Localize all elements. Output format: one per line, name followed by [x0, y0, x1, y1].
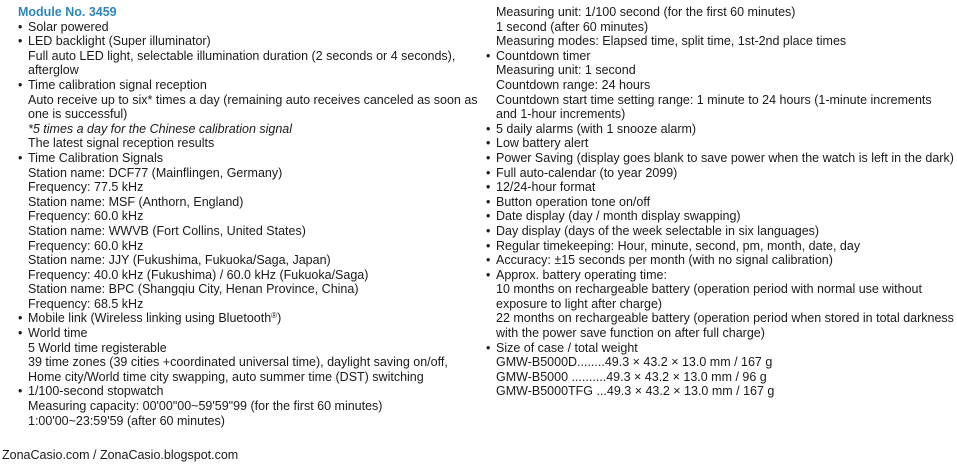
spec-line-text: Station name: WWVB (Fort Collins, United States)	[28, 223, 306, 238]
spec-line-text: Accuracy: ±15 seconds per month (with no signal calibration)	[496, 253, 833, 268]
spec-detail-line	[18, 253, 480, 268]
spec-line-tail: )	[277, 311, 282, 326]
spec-bullet-item	[486, 253, 952, 268]
spec-bullet-item	[18, 151, 480, 166]
spec-list-left	[18, 20, 480, 429]
spec-line-text: World time	[28, 326, 88, 341]
source-footer: ZonaCasio.com / ZonaCasio.blogspot.com	[2, 448, 239, 462]
spec-line-text: Countdown range: 24 hours	[496, 77, 651, 92]
spec-line-text: Solar powered	[28, 19, 109, 34]
spec-line-text: Date display (day / month display swapping)	[496, 209, 741, 224]
spec-line-text: Frequency: 40.0 kHz (Fukushima) / 60.0 kHz (Fukuoka/Saga)	[28, 267, 369, 282]
spec-detail-line	[18, 93, 480, 108]
spec-bullet-item	[486, 341, 952, 356]
spec-line-text: Auto receive up to six* times a day (remaining auto receives canceled as soon as	[28, 92, 478, 107]
spec-line-text: 1:00'00~23:59'59 (after 60 minutes)	[28, 413, 225, 428]
spec-line-text: Station name: DCF77 (Mainflingen, Germany)	[28, 165, 283, 180]
spec-detail-line	[486, 297, 952, 312]
spec-line-text: Low battery alert	[496, 136, 589, 151]
spec-bullet-item	[486, 166, 952, 181]
spec-line-text: Time calibration signal reception	[28, 77, 207, 92]
spec-line-text: Frequency: 77.5 kHz	[28, 180, 144, 195]
spec-line-text: Station name: MSF (Anthorn, England)	[28, 194, 244, 209]
spec-line-text: Power Saving (display goes blank to save power when the watch is left in the dark)	[496, 150, 954, 165]
spec-detail-line	[18, 195, 480, 210]
spec-line-text: 12/24-hour format	[496, 180, 596, 195]
spec-line-text: Measuring unit: 1/100 second (for the first 60 minutes)	[496, 5, 796, 19]
spec-line-text: afterglow	[28, 63, 79, 78]
spec-line-text: Frequency: 60.0 kHz	[28, 238, 144, 253]
spec-detail-line	[486, 20, 952, 35]
spec-detail-line	[486, 78, 952, 93]
spec-detail-line	[18, 399, 480, 414]
spec-detail-line	[486, 34, 952, 49]
spec-bullet-item	[18, 384, 480, 399]
spec-line-text: GMW-B5000TFG ...49.3 × 43.2 × 13.0 mm / 167 g	[496, 384, 775, 399]
spec-line-text: The latest signal reception results	[28, 136, 215, 151]
spec-line-text: Station name: JJY (Fukushima, Fukuoka/Saga, Japan)	[28, 253, 331, 268]
spec-column-right	[486, 5, 952, 399]
spec-detail-line	[18, 180, 480, 195]
spec-bullet-item	[18, 78, 480, 93]
spec-line-text: 5 daily alarms (with 1 snooze alarm)	[496, 121, 697, 136]
spec-line-text: LED backlight (Super illuminator)	[28, 34, 211, 49]
spec-line-text: Frequency: 68.5 kHz	[28, 296, 144, 311]
spec-bullet-item	[486, 195, 952, 210]
registered-mark: ®	[271, 311, 278, 321]
spec-detail-line	[18, 224, 480, 239]
spec-line-text: Station name: BPC (Shangqiu City, Henan Province, China)	[28, 282, 359, 297]
spec-line-text: Time Calibration Signals	[28, 150, 164, 165]
spec-bullet-item	[486, 268, 952, 283]
spec-line-text: Home city/World time city swapping, auto summer time (DST) switching	[28, 369, 424, 384]
spec-line-text: Measuring capacity: 00'00"00~59'59"99 (for the first 60 minutes)	[28, 399, 383, 414]
spec-line-text: 1/100-second stopwatch	[28, 384, 164, 399]
spec-detail-line	[486, 93, 952, 108]
spec-detail-line	[486, 370, 952, 385]
spec-detail-line	[18, 122, 480, 137]
spec-line-text: Measuring modes: Elapsed time, split time, 1st-2nd place times	[496, 34, 847, 49]
spec-line-text: GMW-B5000D........49.3 × 43.2 × 13.0 mm / 167 g	[496, 355, 773, 370]
spec-bullet-item	[486, 49, 952, 64]
spec-line-text: Day display (days of the week selectable in six languages)	[496, 223, 820, 238]
spec-line-text: Button operation tone on/off	[496, 194, 651, 209]
spec-line-text: Mobile link (Wireless linking using Bluetooth	[28, 311, 272, 326]
spec-bullet-item	[486, 224, 952, 239]
spec-line-text: Full auto-calendar (to year 2099)	[496, 165, 678, 180]
spec-bullet-item	[18, 326, 480, 341]
spec-detail-line	[18, 268, 480, 283]
spec-detail-line	[486, 326, 952, 341]
spec-line-text: exposure to light after charge)	[496, 296, 663, 311]
spec-line-text: Countdown start time setting range: 1 minute to 24 hours (1-minute increments	[496, 92, 932, 107]
spec-bullet-item	[18, 311, 480, 326]
spec-bullet-item	[18, 20, 480, 35]
spec-detail-line	[18, 49, 480, 64]
spec-line-text: 1 second (after 60 minutes)	[496, 19, 649, 34]
spec-detail-line	[18, 370, 480, 385]
spec-detail-line	[486, 63, 952, 78]
spec-line-text: Measuring unit: 1 second	[496, 63, 636, 78]
spec-line-text: Frequency: 60.0 kHz	[28, 209, 144, 224]
spec-detail-line	[486, 355, 952, 370]
spec-line-text: 22 months on rechargeable battery (operation period when stored in total darkness	[496, 311, 954, 326]
spec-bullet-item	[486, 180, 952, 195]
spec-detail-line	[18, 63, 480, 78]
spec-detail-line	[18, 355, 480, 370]
spec-detail-line	[486, 107, 952, 122]
spec-detail-line	[486, 384, 952, 399]
spec-line-text: 10 months on rechargeable battery (operation period with normal use without	[496, 282, 922, 297]
spec-bullet-item	[486, 151, 952, 166]
spec-detail-line	[18, 297, 480, 312]
spec-detail-line	[18, 414, 480, 429]
spec-line-text: Regular timekeeping: Hour, minute, second, pm, month, date, day	[496, 238, 861, 253]
spec-line-text: Full auto LED light, selectable illumination duration (2 seconds or 4 seconds),	[28, 48, 456, 63]
spec-line-text: *5 times a day for the Chinese calibration signal	[28, 121, 293, 136]
spec-bullet-item	[486, 209, 952, 224]
spec-bullet-item	[18, 34, 480, 49]
spec-detail-line	[18, 209, 480, 224]
spec-bullet-item	[486, 239, 952, 254]
spec-column-left	[18, 5, 480, 428]
spec-detail-line	[486, 282, 952, 297]
spec-detail-line	[18, 136, 480, 151]
spec-detail-line	[18, 282, 480, 297]
module-title: Module No. 3459	[18, 5, 117, 19]
spec-bullet-item	[486, 122, 952, 137]
spec-bullet-item	[486, 136, 952, 151]
spec-detail-line	[486, 311, 952, 326]
spec-detail-line	[18, 107, 480, 122]
spec-line-text: Size of case / total weight	[496, 340, 638, 355]
spec-list-right	[486, 5, 952, 399]
spec-line-text: GMW-B5000 ..........49.3 × 43.2 × 13.0 mm / 96 g	[496, 369, 767, 384]
spec-line-text: and 1-hour increments)	[496, 107, 626, 122]
spec-detail-line	[18, 239, 480, 254]
spec-detail-line	[18, 166, 480, 181]
spec-line-text: 5 World time registerable	[28, 340, 167, 355]
spec-line-text: with the power save function on after full charge)	[496, 326, 765, 341]
spec-detail-line	[18, 341, 480, 356]
spec-line-text: 39 time zones (39 cities +coordinated universal time), daylight saving on/off,	[28, 355, 448, 370]
spec-line-text: Countdown timer	[496, 48, 591, 63]
spec-detail-line	[486, 5, 952, 20]
spec-line-text: one is successful)	[28, 107, 128, 122]
spec-line-text: Approx. battery operating time:	[496, 267, 667, 282]
